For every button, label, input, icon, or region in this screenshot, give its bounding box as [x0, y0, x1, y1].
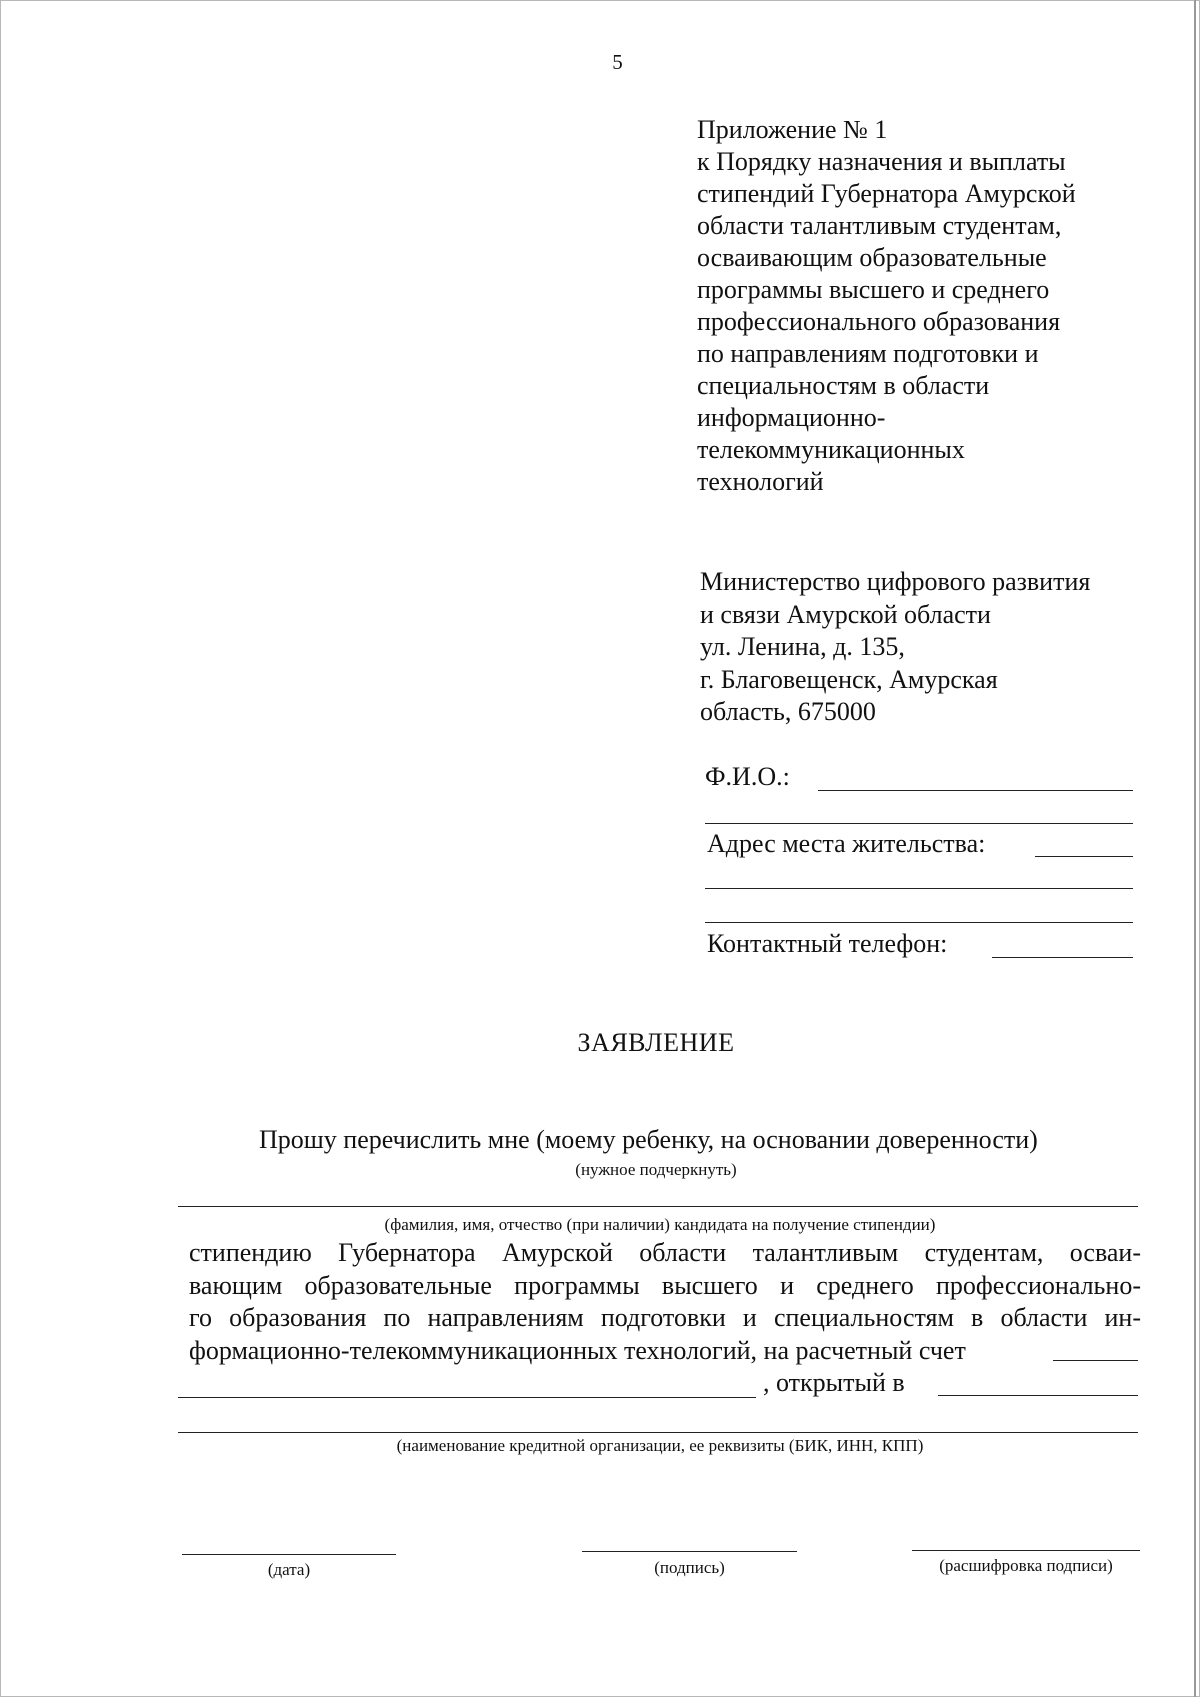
- candidate-hint: (фамилия, имя, отчество (при наличии) кандидата на получение стипендии): [384, 1215, 936, 1234]
- address-label: Адрес места жительства:: [707, 829, 986, 858]
- address-field-line-2[interactable]: [705, 888, 1133, 889]
- addressee-line: Министерство цифрового развития: [700, 567, 1091, 596]
- account-field[interactable]: [1053, 1360, 1138, 1361]
- opened-in-label: , открытый в: [763, 1368, 905, 1397]
- body-line: вающим образовательные программы высшего и среднего профессионально-: [189, 1270, 1141, 1300]
- bank-hint: (наименование кредитной организации, ее реквизиты (БИК, ИНН, КПП): [396, 1436, 924, 1455]
- phone-label: Контактный телефон:: [707, 929, 948, 958]
- annex-line: специальностям в области: [697, 371, 990, 400]
- annex-line: к Порядку назначения и выплаты: [697, 147, 1066, 176]
- candidate-name-field[interactable]: [178, 1206, 1138, 1207]
- annex-line: информационно-: [697, 403, 886, 432]
- request-text: Прошу перечислить мне (моему ребенку, на основании доверенности): [259, 1125, 1038, 1154]
- phone-field[interactable]: [992, 957, 1133, 958]
- addressee-line: г. Благовещенск, Амурская: [700, 664, 998, 694]
- addressee-line: и связи Амурской области: [700, 599, 991, 629]
- date-hint: (дата): [267, 1560, 311, 1579]
- bank-field-line-2[interactable]: [178, 1432, 1138, 1433]
- annex-header: [697, 114, 1137, 498]
- signature-field[interactable]: [582, 1551, 797, 1552]
- annex-line: области талантливым студентам,: [697, 211, 1062, 240]
- document-title: ЗАЯВЛЕНИЕ: [577, 1028, 735, 1057]
- annex-line: телекоммуникационных: [697, 435, 965, 464]
- signature-decoding-hint: (расшифровка подписи): [939, 1556, 1113, 1575]
- bank-field[interactable]: [938, 1395, 1138, 1396]
- body-line: стипендию Губернатора Амурской области талантливым студентам, осваи-: [189, 1238, 1141, 1267]
- annex-line: профессионального образования: [697, 307, 1061, 336]
- annex-line: технологий: [697, 467, 824, 496]
- signature-hint: (подпись): [654, 1558, 725, 1577]
- fio-field[interactable]: [818, 790, 1133, 791]
- annex-line: Приложение № 1: [697, 115, 888, 144]
- annex-line: стипендий Губернатора Амурской: [697, 179, 1076, 208]
- application-body: [189, 1237, 1141, 1367]
- fio-field-line-2[interactable]: [705, 823, 1133, 824]
- account-field-line-2[interactable]: [178, 1397, 756, 1398]
- annex-line: программы высшего и среднего: [697, 275, 1050, 304]
- page-number: 5: [612, 50, 623, 74]
- body-line: го образования по направлениям подготовки и специальностям в области ин-: [189, 1303, 1141, 1332]
- body-line: формационно-телекоммуникационных технологий, на расчетный счет: [189, 1335, 966, 1365]
- date-field[interactable]: [182, 1554, 396, 1555]
- annex-line: осваивающим образовательные: [697, 243, 1047, 272]
- annex-line: по направлениям подготовки и: [697, 339, 1039, 368]
- addressee-line: ул. Ленина, д. 135,: [700, 632, 905, 661]
- fio-label: Ф.И.О.:: [705, 762, 790, 791]
- addressee-line: область, 675000: [700, 697, 876, 726]
- address-field-line-3[interactable]: [705, 922, 1133, 923]
- address-field[interactable]: [1035, 856, 1133, 857]
- addressee-block: [700, 566, 1140, 729]
- signature-decoding-field[interactable]: [912, 1550, 1140, 1551]
- request-hint: (нужное подчеркнуть): [575, 1160, 737, 1179]
